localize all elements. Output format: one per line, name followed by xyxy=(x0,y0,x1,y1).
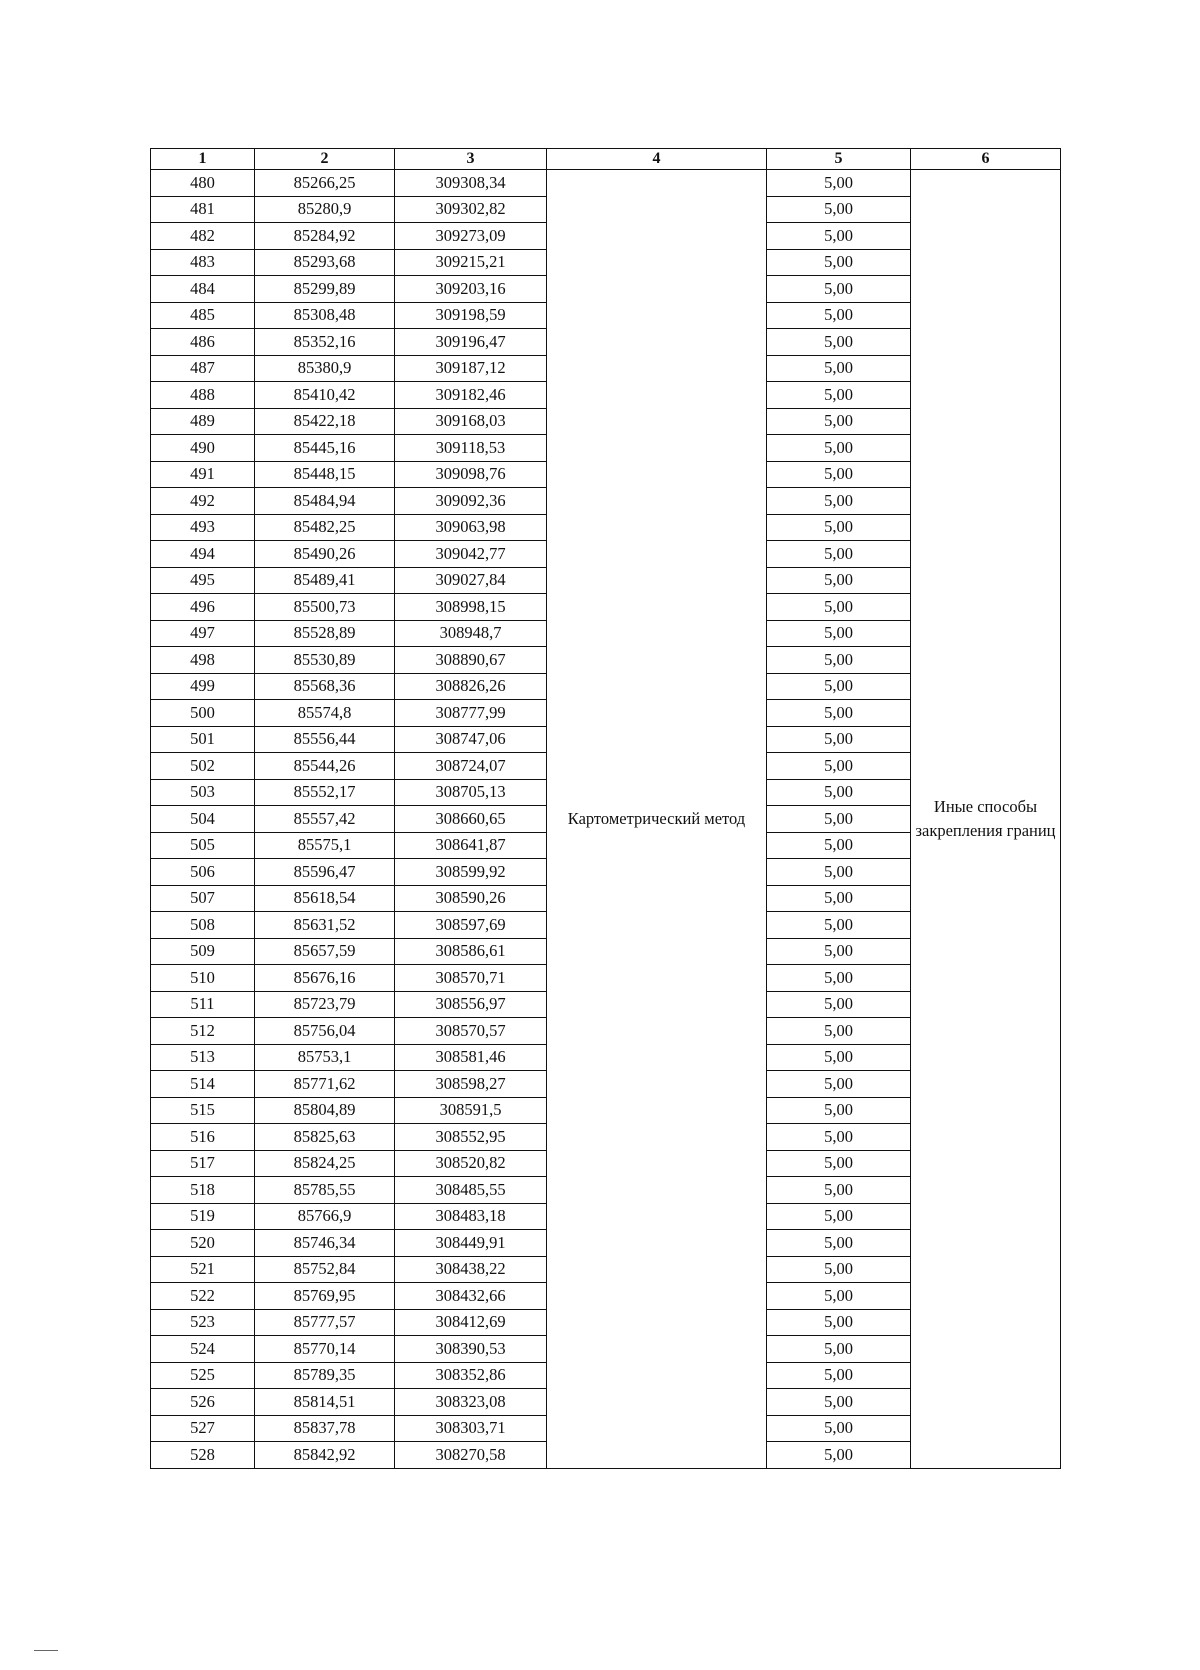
point-number: 489 xyxy=(151,408,255,435)
accuracy-value: 5,00 xyxy=(767,1230,911,1257)
coordinate-y: 308570,71 xyxy=(395,965,547,992)
point-number: 524 xyxy=(151,1336,255,1363)
coordinate-x: 85824,25 xyxy=(255,1150,395,1177)
coordinate-x: 85266,25 xyxy=(255,170,395,197)
accuracy-value: 5,00 xyxy=(767,302,911,329)
point-number: 504 xyxy=(151,806,255,833)
coordinate-y: 308323,08 xyxy=(395,1389,547,1416)
coordinate-y: 308598,27 xyxy=(395,1071,547,1098)
coordinate-y: 309187,12 xyxy=(395,355,547,382)
coordinate-x: 85574,8 xyxy=(255,700,395,727)
point-number: 521 xyxy=(151,1256,255,1283)
point-number: 513 xyxy=(151,1044,255,1071)
coordinate-x: 85489,41 xyxy=(255,567,395,594)
coordinate-y: 308390,53 xyxy=(395,1336,547,1363)
coordinate-y: 308485,55 xyxy=(395,1177,547,1204)
accuracy-value: 5,00 xyxy=(767,832,911,859)
accuracy-value: 5,00 xyxy=(767,779,911,806)
point-number: 525 xyxy=(151,1362,255,1389)
point-number: 514 xyxy=(151,1071,255,1098)
coordinate-x: 85528,89 xyxy=(255,620,395,647)
point-number: 511 xyxy=(151,991,255,1018)
accuracy-value: 5,00 xyxy=(767,435,911,462)
coordinate-x: 85380,9 xyxy=(255,355,395,382)
coordinate-y: 308581,46 xyxy=(395,1044,547,1071)
coordinate-y: 308520,82 xyxy=(395,1150,547,1177)
coordinate-x: 85596,47 xyxy=(255,859,395,886)
point-number: 517 xyxy=(151,1150,255,1177)
accuracy-value: 5,00 xyxy=(767,647,911,674)
accuracy-value: 5,00 xyxy=(767,276,911,303)
point-number: 481 xyxy=(151,196,255,223)
coordinate-y: 309168,03 xyxy=(395,408,547,435)
coordinate-y: 308432,66 xyxy=(395,1283,547,1310)
point-number: 484 xyxy=(151,276,255,303)
accuracy-value: 5,00 xyxy=(767,1283,911,1310)
coordinate-y: 308270,58 xyxy=(395,1442,547,1469)
accuracy-value: 5,00 xyxy=(767,170,911,197)
coordinate-y: 309027,84 xyxy=(395,567,547,594)
coordinate-x: 85484,94 xyxy=(255,488,395,515)
coordinate-x: 85422,18 xyxy=(255,408,395,435)
coordinate-y: 308591,5 xyxy=(395,1097,547,1124)
accuracy-value: 5,00 xyxy=(767,1044,911,1071)
point-number: 491 xyxy=(151,461,255,488)
point-number: 483 xyxy=(151,249,255,276)
coordinate-y: 309196,47 xyxy=(395,329,547,356)
coordinate-y: 309092,36 xyxy=(395,488,547,515)
coordinate-x: 85284,92 xyxy=(255,223,395,250)
point-number: 487 xyxy=(151,355,255,382)
accuracy-value: 5,00 xyxy=(767,541,911,568)
coordinate-x: 85308,48 xyxy=(255,302,395,329)
coordinate-y: 308777,99 xyxy=(395,700,547,727)
point-number: 503 xyxy=(151,779,255,806)
point-number: 480 xyxy=(151,170,255,197)
coordinate-y: 308597,69 xyxy=(395,912,547,939)
coordinate-x: 85556,44 xyxy=(255,726,395,753)
coordinate-x: 85445,16 xyxy=(255,435,395,462)
method-cell: Картометрический метод xyxy=(547,170,767,1469)
accuracy-value: 5,00 xyxy=(767,700,911,727)
coordinate-x: 85746,34 xyxy=(255,1230,395,1257)
point-number: 522 xyxy=(151,1283,255,1310)
accuracy-value: 5,00 xyxy=(767,806,911,833)
coordinate-x: 85657,59 xyxy=(255,938,395,965)
accuracy-value: 5,00 xyxy=(767,567,911,594)
accuracy-value: 5,00 xyxy=(767,965,911,992)
point-number: 518 xyxy=(151,1177,255,1204)
accuracy-value: 5,00 xyxy=(767,1442,911,1469)
coordinate-x: 85676,16 xyxy=(255,965,395,992)
accuracy-value: 5,00 xyxy=(767,938,911,965)
accuracy-value: 5,00 xyxy=(767,673,911,700)
coordinate-x: 85770,14 xyxy=(255,1336,395,1363)
accuracy-value: 5,00 xyxy=(767,1256,911,1283)
accuracy-value: 5,00 xyxy=(767,1177,911,1204)
header-col-4: 4 xyxy=(547,149,767,170)
table-body xyxy=(151,170,1061,1469)
accuracy-value: 5,00 xyxy=(767,408,911,435)
accuracy-value: 5,00 xyxy=(767,249,911,276)
coordinate-y: 309182,46 xyxy=(395,382,547,409)
coordinate-x: 85631,52 xyxy=(255,912,395,939)
coordinate-y: 308449,91 xyxy=(395,1230,547,1257)
coordinate-y: 309203,16 xyxy=(395,276,547,303)
accuracy-value: 5,00 xyxy=(767,1336,911,1363)
accuracy-value: 5,00 xyxy=(767,1415,911,1442)
coordinate-x: 85723,79 xyxy=(255,991,395,1018)
coordinate-x: 85280,9 xyxy=(255,196,395,223)
point-number: 515 xyxy=(151,1097,255,1124)
point-number: 508 xyxy=(151,912,255,939)
accuracy-value: 5,00 xyxy=(767,382,911,409)
point-number: 492 xyxy=(151,488,255,515)
point-number: 497 xyxy=(151,620,255,647)
coordinate-y: 309118,53 xyxy=(395,435,547,462)
document-page xyxy=(150,148,1060,1469)
accuracy-value: 5,00 xyxy=(767,1150,911,1177)
point-number: 500 xyxy=(151,700,255,727)
header-col-6: 6 xyxy=(911,149,1061,170)
coordinates-table xyxy=(150,148,1061,1469)
coordinate-x: 85544,26 xyxy=(255,753,395,780)
coordinate-x: 85448,15 xyxy=(255,461,395,488)
header-col-1: 1 xyxy=(151,149,255,170)
accuracy-value: 5,00 xyxy=(767,1389,911,1416)
coordinate-x: 85352,16 xyxy=(255,329,395,356)
point-number: 516 xyxy=(151,1124,255,1151)
coordinate-y: 308412,69 xyxy=(395,1309,547,1336)
accuracy-value: 5,00 xyxy=(767,488,911,515)
page-corner-mark xyxy=(34,1650,58,1651)
accuracy-value: 5,00 xyxy=(767,1309,911,1336)
point-number: 505 xyxy=(151,832,255,859)
accuracy-value: 5,00 xyxy=(767,329,911,356)
coordinate-x: 85500,73 xyxy=(255,594,395,621)
coordinate-x: 85299,89 xyxy=(255,276,395,303)
coordinate-y: 308890,67 xyxy=(395,647,547,674)
point-number: 495 xyxy=(151,567,255,594)
fixing-cell: Иные способы закрепления границ xyxy=(911,170,1061,1469)
accuracy-value: 5,00 xyxy=(767,223,911,250)
coordinate-y: 308998,15 xyxy=(395,594,547,621)
point-number: 499 xyxy=(151,673,255,700)
accuracy-value: 5,00 xyxy=(767,885,911,912)
coordinate-y: 309042,77 xyxy=(395,541,547,568)
coordinate-y: 308586,61 xyxy=(395,938,547,965)
coordinate-y: 308303,71 xyxy=(395,1415,547,1442)
coordinate-x: 85557,42 xyxy=(255,806,395,833)
header-col-5: 5 xyxy=(767,149,911,170)
coordinate-y: 308724,07 xyxy=(395,753,547,780)
point-number: 520 xyxy=(151,1230,255,1257)
point-number: 488 xyxy=(151,382,255,409)
accuracy-value: 5,00 xyxy=(767,1018,911,1045)
accuracy-value: 5,00 xyxy=(767,1362,911,1389)
coordinate-y: 309098,76 xyxy=(395,461,547,488)
accuracy-value: 5,00 xyxy=(767,461,911,488)
coordinate-x: 85814,51 xyxy=(255,1389,395,1416)
coordinate-y: 308352,86 xyxy=(395,1362,547,1389)
point-number: 528 xyxy=(151,1442,255,1469)
coordinate-y: 309063,98 xyxy=(395,514,547,541)
coordinate-x: 85410,42 xyxy=(255,382,395,409)
coordinate-x: 85777,57 xyxy=(255,1309,395,1336)
point-number: 502 xyxy=(151,753,255,780)
coordinate-y: 308747,06 xyxy=(395,726,547,753)
coordinate-x: 85575,1 xyxy=(255,832,395,859)
point-number: 501 xyxy=(151,726,255,753)
header-row xyxy=(151,149,1061,170)
coordinate-x: 85490,26 xyxy=(255,541,395,568)
coordinate-y: 308556,97 xyxy=(395,991,547,1018)
coordinate-x: 85842,92 xyxy=(255,1442,395,1469)
accuracy-value: 5,00 xyxy=(767,912,911,939)
point-number: 490 xyxy=(151,435,255,462)
coordinate-y: 308599,92 xyxy=(395,859,547,886)
coordinate-x: 85789,35 xyxy=(255,1362,395,1389)
coordinate-x: 85482,25 xyxy=(255,514,395,541)
coordinate-x: 85785,55 xyxy=(255,1177,395,1204)
coordinate-y: 309198,59 xyxy=(395,302,547,329)
coordinate-x: 85552,17 xyxy=(255,779,395,806)
accuracy-value: 5,00 xyxy=(767,1097,911,1124)
header-col-2: 2 xyxy=(255,149,395,170)
point-number: 485 xyxy=(151,302,255,329)
table-row xyxy=(151,170,1061,197)
point-number: 482 xyxy=(151,223,255,250)
coordinate-y: 308590,26 xyxy=(395,885,547,912)
coordinate-x: 85825,63 xyxy=(255,1124,395,1151)
header-col-3: 3 xyxy=(395,149,547,170)
coordinate-x: 85530,89 xyxy=(255,647,395,674)
point-number: 507 xyxy=(151,885,255,912)
accuracy-value: 5,00 xyxy=(767,1071,911,1098)
coordinate-y: 309215,21 xyxy=(395,249,547,276)
coordinate-x: 85753,1 xyxy=(255,1044,395,1071)
accuracy-value: 5,00 xyxy=(767,991,911,1018)
coordinate-x: 85769,95 xyxy=(255,1283,395,1310)
point-number: 510 xyxy=(151,965,255,992)
point-number: 496 xyxy=(151,594,255,621)
coordinate-x: 85804,89 xyxy=(255,1097,395,1124)
coordinate-y: 308552,95 xyxy=(395,1124,547,1151)
point-number: 527 xyxy=(151,1415,255,1442)
accuracy-value: 5,00 xyxy=(767,726,911,753)
accuracy-value: 5,00 xyxy=(767,514,911,541)
coordinate-x: 85771,62 xyxy=(255,1071,395,1098)
coordinate-y: 308641,87 xyxy=(395,832,547,859)
accuracy-value: 5,00 xyxy=(767,1203,911,1230)
point-number: 498 xyxy=(151,647,255,674)
point-number: 493 xyxy=(151,514,255,541)
point-number: 519 xyxy=(151,1203,255,1230)
coordinate-y: 308483,18 xyxy=(395,1203,547,1230)
coordinate-y: 308660,65 xyxy=(395,806,547,833)
point-number: 494 xyxy=(151,541,255,568)
coordinate-y: 309302,82 xyxy=(395,196,547,223)
accuracy-value: 5,00 xyxy=(767,620,911,647)
coordinate-y: 308826,26 xyxy=(395,673,547,700)
coordinate-x: 85837,78 xyxy=(255,1415,395,1442)
accuracy-value: 5,00 xyxy=(767,355,911,382)
accuracy-value: 5,00 xyxy=(767,594,911,621)
coordinate-y: 309273,09 xyxy=(395,223,547,250)
coordinate-y: 308705,13 xyxy=(395,779,547,806)
coordinate-x: 85618,54 xyxy=(255,885,395,912)
point-number: 506 xyxy=(151,859,255,886)
point-number: 523 xyxy=(151,1309,255,1336)
coordinate-x: 85568,36 xyxy=(255,673,395,700)
coordinate-x: 85293,68 xyxy=(255,249,395,276)
accuracy-value: 5,00 xyxy=(767,859,911,886)
point-number: 486 xyxy=(151,329,255,356)
coordinate-y: 308948,7 xyxy=(395,620,547,647)
coordinate-y: 309308,34 xyxy=(395,170,547,197)
coordinate-y: 308438,22 xyxy=(395,1256,547,1283)
accuracy-value: 5,00 xyxy=(767,1124,911,1151)
coordinate-y: 308570,57 xyxy=(395,1018,547,1045)
coordinate-x: 85756,04 xyxy=(255,1018,395,1045)
coordinate-x: 85752,84 xyxy=(255,1256,395,1283)
accuracy-value: 5,00 xyxy=(767,753,911,780)
point-number: 509 xyxy=(151,938,255,965)
point-number: 526 xyxy=(151,1389,255,1416)
accuracy-value: 5,00 xyxy=(767,196,911,223)
point-number: 512 xyxy=(151,1018,255,1045)
coordinate-x: 85766,9 xyxy=(255,1203,395,1230)
